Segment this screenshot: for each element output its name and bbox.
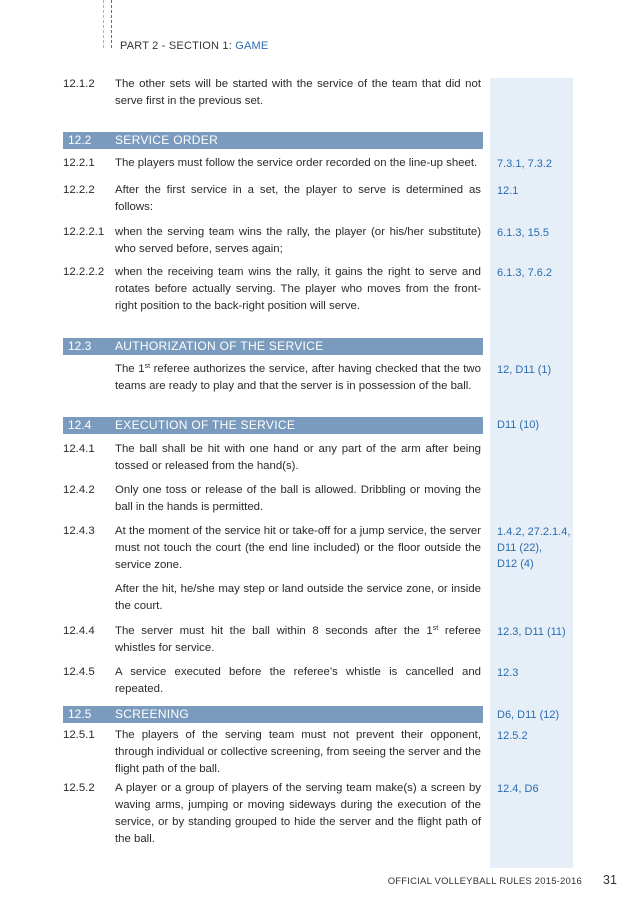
rule-number: 12.5.1 [63, 729, 95, 741]
rule-text: A player or a group of players of the serving team make(s) a screen by waving arms, jumping or moving sideways during the execution of the service, or by standing grouped to hide the server and the flight path of the ball. [115, 782, 481, 845]
ref-12-5-2[interactable]: 12.4, D6 [497, 783, 539, 795]
ref-12-4-5[interactable]: 12.3 [497, 667, 519, 679]
footer-title: OFFICIAL VOLLEYBALL RULES 2015-2016 [387, 876, 582, 887]
header-part: PART 2 - SECTION 1: [120, 40, 236, 52]
ref-line[interactable]: 1.4.2, 27.2.1.4, [497, 526, 571, 538]
rule-number: 12.4.1 [63, 443, 95, 455]
rule-number: 12.4.5 [63, 666, 95, 678]
ordinal-suffix: st [432, 625, 439, 632]
rule-number: 12.4.2 [63, 484, 95, 496]
ref-12-3[interactable]: 12, D11 (1) [497, 364, 552, 376]
ref-12-4-3 [497, 524, 570, 572]
ref-12-2-2-1[interactable]: 6.1.3, 15.5 [497, 227, 549, 239]
section-header-12-2 [63, 132, 483, 149]
ref-12-4-4[interactable]: 12.3, D11 (11) [497, 626, 566, 638]
rule-text: The players must follow the service order recorded on the line-up sheet. [115, 157, 478, 169]
section-header-12-3 [63, 338, 483, 355]
ref-12-5[interactable]: D6, D11 (12) [497, 709, 560, 721]
rule-number: 12.2.2.2 [63, 266, 105, 278]
section-number: 12.5 [68, 707, 92, 721]
ref-12-2-2-2[interactable]: 6.1.3, 7.6.2 [497, 267, 553, 279]
rule-text: A service executed before the referee’s whistle is cancelled and repeated. [115, 666, 481, 695]
section-header-12-5 [63, 706, 483, 723]
section-number: 12.4 [68, 418, 92, 432]
header-rule-light [103, 0, 104, 48]
ref-12-5-1[interactable]: 12.5.2 [497, 730, 528, 742]
rule-text: Only one toss or release of the ball is allowed. Dribbling or moving the ball in the hands is permitted. [115, 484, 481, 513]
rule-text: After the first service in a set, the player to serve is determined as follows: [115, 184, 481, 213]
rule-text-a: The server must hit the ball within 8 seconds after the 1 [115, 625, 433, 637]
section-title: EXECUTION OF THE SERVICE [115, 418, 296, 432]
running-header [120, 40, 268, 52]
rule-text [115, 623, 481, 657]
header-rule [111, 0, 112, 48]
rule-text-a: The 1 [115, 363, 145, 375]
rule-text-b: referee whistles for service. [115, 625, 481, 654]
rule-text: when the receiving team wins the rally, it gains the right to serve and rotates before actually serving. The player who moves from the front-right position to the back-right position will serve. [115, 266, 481, 312]
section-number: 12.2 [68, 133, 92, 147]
section-title: SERVICE ORDER [115, 133, 219, 147]
rule-text: At the moment of the service hit or take-off for a jump service, the server must not touch the court (the end line included) or the floor outside the service zone. [115, 525, 481, 571]
rule-number: 12.4.4 [63, 625, 95, 637]
section-number: 12.3 [68, 339, 92, 353]
rule-text: The other sets will be started with the service of the team that did not serve first in the previous set. [115, 78, 481, 107]
rule-number: 12.5.2 [63, 782, 95, 794]
rule-text-b: referee authorizes the service, after having checked that the two teams are ready to play and that the server is in possession of the ball. [115, 363, 481, 392]
ordinal-suffix: st [144, 363, 151, 370]
ref-12-2-1[interactable]: 7.3.1, 7.3.2 [497, 158, 553, 170]
page-number: 31 [603, 873, 617, 887]
ref-12-2-2[interactable]: 12.1 [497, 185, 519, 197]
section-header-12-4 [63, 417, 483, 434]
rule-text [115, 361, 481, 395]
rule-number: 12.2.2 [63, 184, 95, 196]
rule-text: when the serving team wins the rally, the player (or his/her substitute) who served before, serves again; [115, 226, 481, 255]
rule-number: 12.4.3 [63, 525, 95, 537]
header-game: GAME [235, 40, 269, 52]
rule-number: 12.2.2.1 [63, 226, 105, 238]
ref-line[interactable]: D11 (22), [497, 542, 543, 554]
rule-text: The players of the serving team must not prevent their opponent, through individual or collective screening, from seeing the server and the flight path of the ball. [115, 729, 481, 775]
section-title: AUTHORIZATION OF THE SERVICE [115, 339, 324, 353]
rule-number: 12.1.2 [63, 78, 95, 90]
rule-number: 12.2.1 [63, 157, 95, 169]
rule-text: After the hit, he/she may step or land outside the service zone, or inside the court. [115, 583, 481, 612]
section-title: SCREENING [115, 707, 190, 721]
ref-line[interactable]: D12 (4) [497, 558, 534, 570]
ref-12-4[interactable]: D11 (10) [497, 419, 539, 431]
rule-text: The ball shall be hit with one hand or any part of the arm after being tossed or released from the hand(s). [115, 443, 481, 472]
